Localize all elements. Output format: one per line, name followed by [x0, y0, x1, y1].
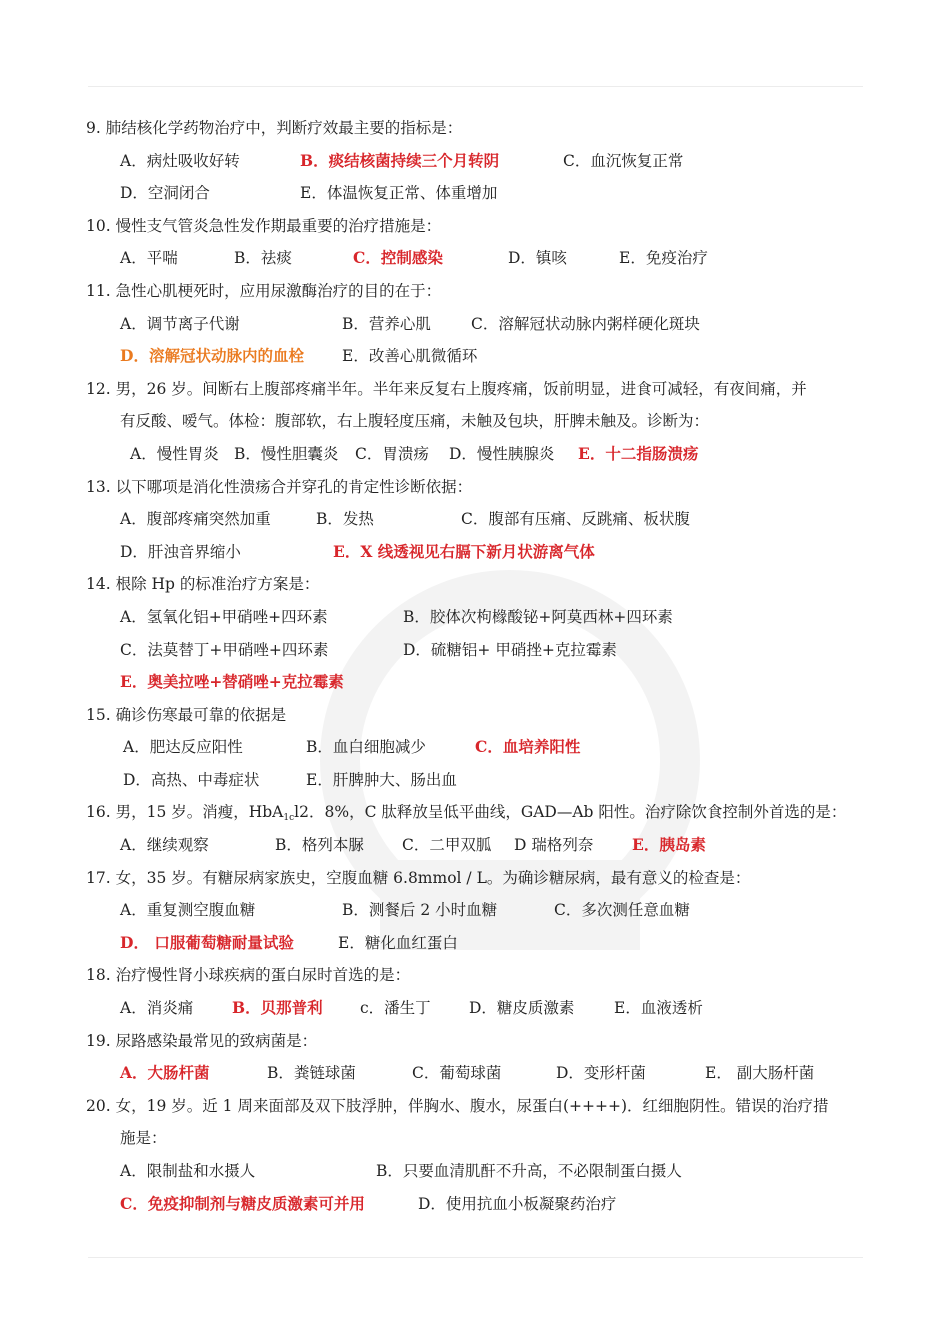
option: E．肝脾肿大、肠出血 — [306, 770, 457, 789]
question-stem: 15. 确诊伤寒最可靠的依据是 — [86, 705, 287, 724]
option-row — [0, 894, 950, 927]
option-correct: B．痰结核菌持续三个月转阴 — [300, 150, 500, 170]
option: D．肝浊音界缩小 — [120, 542, 241, 561]
question-stem: 19. 尿路感染最常见的致病菌是： — [86, 1031, 318, 1050]
stem-part: l2．8%，C 肽释放呈低平曲线，GAD—Ab 阳性。治疗除饮食控制外首选的是： — [294, 803, 847, 822]
option-row — [0, 1155, 950, 1188]
option: E．体温恢复正常、体重增加 — [300, 184, 498, 203]
stem-part: 16. 男，15 岁。消瘦，HbA — [86, 803, 284, 822]
option: B．胶体次枸橼酸铋+阿莫西林+四环素 — [403, 607, 673, 626]
option-correct: C．控制感染 — [353, 248, 443, 268]
option-correct: C．血培养阳性 — [475, 737, 581, 757]
option: B．祛痰 — [234, 249, 292, 268]
option: A．继续观察 — [120, 836, 209, 855]
question-stem — [0, 796, 950, 829]
option-correct: E．X 线透视见右膈下新月状游离气体 — [333, 541, 595, 561]
option: A．病灶吸收好转 — [120, 151, 240, 170]
option-row — [0, 242, 950, 275]
option: A．调节离子代谢 — [120, 314, 240, 333]
option-row — [0, 829, 950, 862]
option: C．二甲双胍 — [402, 836, 492, 855]
option-row — [0, 731, 950, 764]
option: A．肥达反应阳性 — [123, 738, 243, 757]
option: B．血白细胞减少 — [306, 738, 426, 757]
option: C．法莫替丁+甲硝唑+四环素 — [120, 640, 329, 659]
option: C．多次测任意血糖 — [554, 901, 690, 920]
option: A．慢性胃炎 — [130, 444, 219, 463]
option: B．慢性胆囊炎 — [234, 444, 339, 463]
option-row — [0, 503, 950, 536]
option: B．营养心肌 — [342, 314, 431, 333]
option: D．镇咳 — [508, 249, 567, 268]
option: A．消炎痛 — [120, 999, 194, 1018]
option-row — [0, 1057, 950, 1090]
question-stem: 11. 急性心肌梗死时，应用尿激酶治疗的目的在于： — [86, 281, 442, 300]
option-row — [0, 992, 950, 1025]
stem-subscript: 1c — [283, 813, 295, 824]
option-row — [0, 601, 950, 634]
option: E． 副大肠杆菌 — [705, 1064, 815, 1083]
question-stem-continued: 施是： — [120, 1129, 167, 1148]
question-stem: 17. 女，35 岁。有糖尿病家族史，空腹血糖 6.8mmol / L。为确诊糖尿病，最有意义的检查是： — [86, 868, 751, 887]
option: D．硫糖铝+ 甲硝挫+克拉霉素 — [403, 640, 617, 659]
option-row — [0, 308, 950, 341]
option: D．变形杆菌 — [556, 1064, 646, 1083]
question-stem: 18. 治疗慢性肾小球疾病的蛋白尿时首选的是： — [86, 966, 411, 985]
option: D．使用抗血小板凝聚药治疗 — [418, 1194, 617, 1213]
question-stem: 14. 根除 Hp 的标准治疗方案是： — [86, 575, 320, 594]
option: C．腹部有压痛、反跳痛、板状腹 — [461, 510, 690, 529]
option-row — [0, 634, 950, 667]
question-stem: 9. 肺结核化学药物治疗中，判断疗效最主要的指标是： — [86, 119, 463, 137]
option: C．血沉恢复正常 — [563, 151, 684, 170]
question-stem-continued: 有反酸、嗳气。体检：腹部软，右上腹轻度压痛，未触及包块，肝脾未触及。诊断为： — [120, 412, 710, 431]
option-correct: B．贝那普利 — [232, 998, 323, 1018]
option: C．胃溃疡 — [355, 444, 429, 463]
option: A．重复测空腹血糖 — [120, 901, 256, 920]
option-correct: C．免疫抑制剂与糖皮质激素可并用 — [120, 1193, 365, 1213]
footer-rule — [88, 1257, 863, 1258]
option: B．粪链球菌 — [267, 1064, 356, 1083]
question-stem: 12. 男，26 岁。间断右上腹部疼痛半年。半年来反复右上腹疼痛，饭前明显，进食可减轻，有夜间痛，并 — [86, 379, 807, 398]
option: E．糖化血红蛋白 — [338, 933, 458, 952]
option: E．改善心肌微循环 — [342, 347, 478, 366]
option-correct: E．十二指肠溃疡 — [578, 443, 699, 463]
header-rule — [88, 86, 863, 87]
question-stem: 13. 以下哪项是消化性溃疡合并穿孔的肯定性诊断依据： — [86, 477, 473, 496]
option-row — [0, 666, 950, 699]
question-stem: 10. 慢性支气管炎急性发作期最重要的治疗措施是： — [86, 216, 442, 235]
option: A．平喘 — [120, 249, 178, 268]
option: A．限制盐和水摄人 — [120, 1162, 256, 1180]
option-row — [0, 1188, 950, 1221]
option: B．只要血清肌酐不升高，不必限制蛋白摄人 — [376, 1162, 682, 1180]
option: E．血液透析 — [614, 999, 703, 1018]
option-correct: E．奥美拉唑+替硝唑+克拉霉素 — [120, 672, 344, 692]
option: C．溶解冠状动脉内粥样硬化斑块 — [471, 314, 700, 333]
question-list — [0, 112, 950, 1220]
option-row — [0, 764, 950, 797]
option-correct: D．溶解冠状动脉内的血栓 — [120, 346, 304, 366]
option: c．潘生丁 — [360, 999, 431, 1018]
option: A．氢氧化铝+甲硝唑+四环素 — [120, 607, 328, 626]
option: B．发热 — [316, 510, 374, 529]
option: D．高热、中毒症状 — [123, 770, 260, 789]
option: B．测餐后 2 小时血糖 — [342, 901, 498, 920]
option-correct: D． 口服葡萄糖耐量试验 — [120, 932, 294, 952]
option-row — [0, 177, 950, 210]
option-row — [0, 145, 950, 178]
option: D．糖皮质激素 — [469, 999, 575, 1018]
option: D．慢性胰腺炎 — [449, 444, 555, 463]
option-row — [0, 536, 950, 569]
option-row — [0, 340, 950, 373]
option: D 瑞格列奈 — [514, 836, 594, 855]
option: E．免疫治疗 — [619, 249, 708, 268]
option-correct: A．大肠杆菌 — [120, 1063, 210, 1083]
option: A．腹部疼痛突然加重 — [120, 510, 271, 529]
option: C．葡萄球菌 — [412, 1064, 502, 1083]
option: B．格列本脲 — [275, 836, 364, 855]
option-correct: E．胰岛素 — [632, 835, 706, 855]
question-stem: 20. 女，19 岁。近 1 周来面部及双下肢浮肿，伴胸水、腹水，尿蛋白(++++)．红细胞阴性。错误的治疗措 — [86, 1096, 829, 1115]
option-row — [0, 438, 950, 471]
option: D．空洞闭合 — [120, 184, 210, 203]
option-row — [0, 927, 950, 960]
